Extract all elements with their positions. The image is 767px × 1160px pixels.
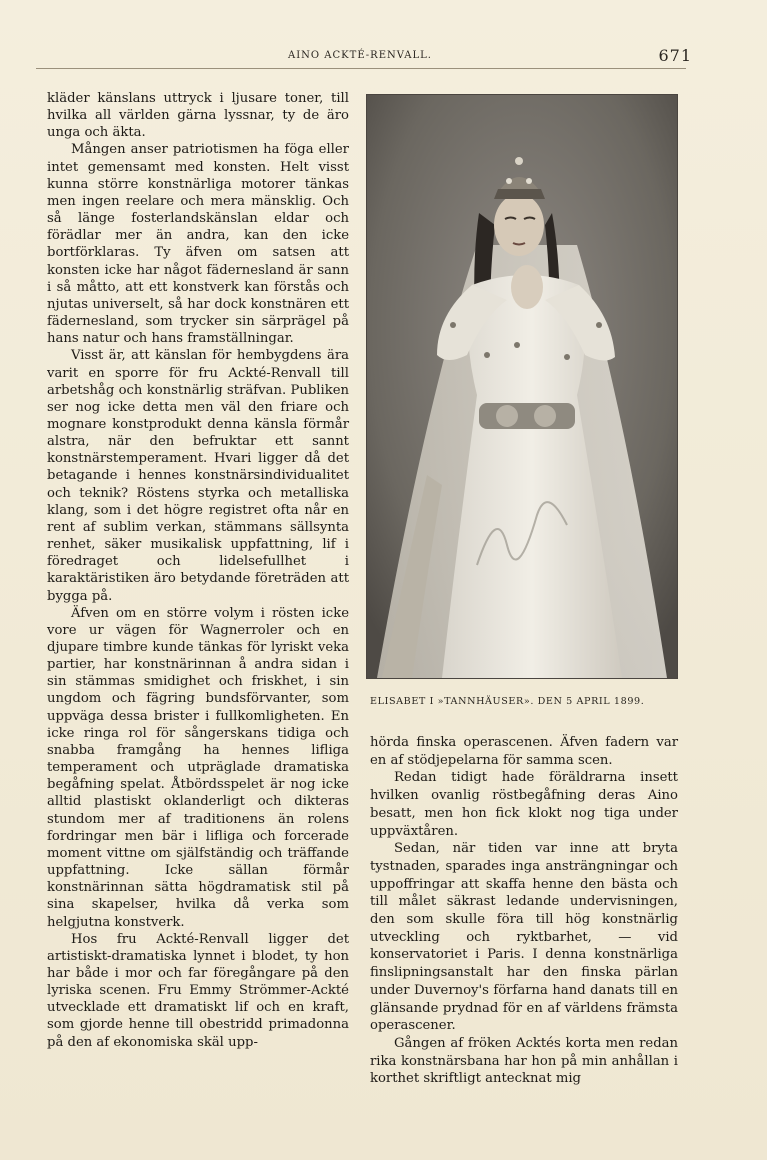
paragraph: Äfven om en större volym i rösten icke vore ur vägen för Wagnerroler och en djupare timbre kunde tänkas för lyriskt veka partier, har konstnärinnan å andra sidan i sin stämmas smidighet och friskhet, i sin ungdom och fägring bundsförvanter, som uppväga dessa brister i fullkomligheten. En icke ringa rol för sångerskans tidiga och snabba framgång ha hennes lifliga temperament och utpräglade dramatiska begåfning spelat. Åtbördsspelet är nog icke alltid plastiskt oklanderligt och dikteras stundom mer af traditionens än rolens fordringar men bär i lifliga och forcerade moment vittne om själfständig och träffande uppfattning. Icke sällan förmår konstnärinnan sätta högdramatisk stil på sina skapelser, hvilka då verka som helgjutna konstverk. <box>47 605 349 930</box>
paragraph: Mången anser patriotismen ha föga eller intet gemensamt med konsten. Helt visst kunna större konstnärliga motorer tänkas men ingen reelare och mera mänsklig. Och så länge fosterlandskänslan eldar och förädlar mer än andra, kan den icke bortförklaras. Ty äfven om satsen att konsten icke har något fädernesland är sann i så måtto, att ett konstverk kan förstås och njutas universelt, så har dock konstnären ett fädernesland, som trycker sin särprägel på hans natur och hans framställningar. <box>47 142 349 347</box>
paragraph: Redan tidigt hade föräldrarna insett hvilken ovanlig röstbegåfning deras Aino besatt, men hon fick klokt nog tiga under uppväxtåren. <box>370 770 678 839</box>
paragraph: Hos fru Ackté-Renvall ligger det artistiskt-dramatiska lynnet i blodet, ty hon har både i mor och far föregångare på den lyriska scenen. Fru Emmy Strömmer-Ackté utvecklade ett dramatiskt lif och en kraft, som gjorde henne till obestridd primadonna på den af ekonomiska skäl upp- <box>47 931 349 1050</box>
figure-caption: ELISABET I »TANNHÄUSER». DEN 5 APRIL 1899. <box>370 696 645 707</box>
right-text-column <box>370 734 678 1088</box>
left-text-column <box>47 90 349 1051</box>
paragraph: hörda finska operascenen. Äfven fadern var en af stödjepelarna för samma scen. <box>370 735 678 768</box>
running-head: AINO ACKTÉ-RENVALL. <box>288 50 432 61</box>
portrait-photograph <box>366 94 678 679</box>
page-header <box>36 46 692 69</box>
paragraph: Visst är, att känslan för hembygdens ära varit en sporre för fru Ackté-Renvall till arbetshåg och konstnärlig sträfvan. Publiken ser nog icke detta men väl den friare och mognare konstprodukt denna känsla förmår alstra, när den befruktar ett sannt konstnärstemperament. Hvari ligger då det betagande i hennes konstnärsindividualitet och teknik? Röstens styrka och metalliska klang, som i det högre registret ofta når en rent af sublim verkan, stämmans sällsynta renhet, säker musikalisk uppfattning, lif i föredraget och lidelsefullhet i karaktäristiken äro betydande företräden att bygga på. <box>47 348 349 604</box>
paragraph: Gången af fröken Acktés korta men redan rika konstnärsbana har hon på min anhållan i korthet skriftligt antecknat mig <box>370 1035 678 1087</box>
portrait-illustration <box>367 95 677 678</box>
paragraph: kläder känslans uttryck i ljusare toner, till hvilka all världen gärna lyssnar, ty de äro unga och äkta. <box>47 91 349 141</box>
page-number: 671 <box>658 46 692 65</box>
paragraph: Sedan, när tiden var inne att bryta tystnaden, sparades inga ansträngningar och uppoffringar att skaffa henne den bästa och till målet säkrast ledande undervisningen, den som skulle föra till hög konstnärlig utveckling och ryktbarhet, — vid konservatoriet i Paris. I denna konstnärliga finslipningsanstalt har den finska pärlan under Duvernoy's förfarna hand danats till en glänsande prydnad för en af världens främsta operascener. <box>370 841 678 1034</box>
